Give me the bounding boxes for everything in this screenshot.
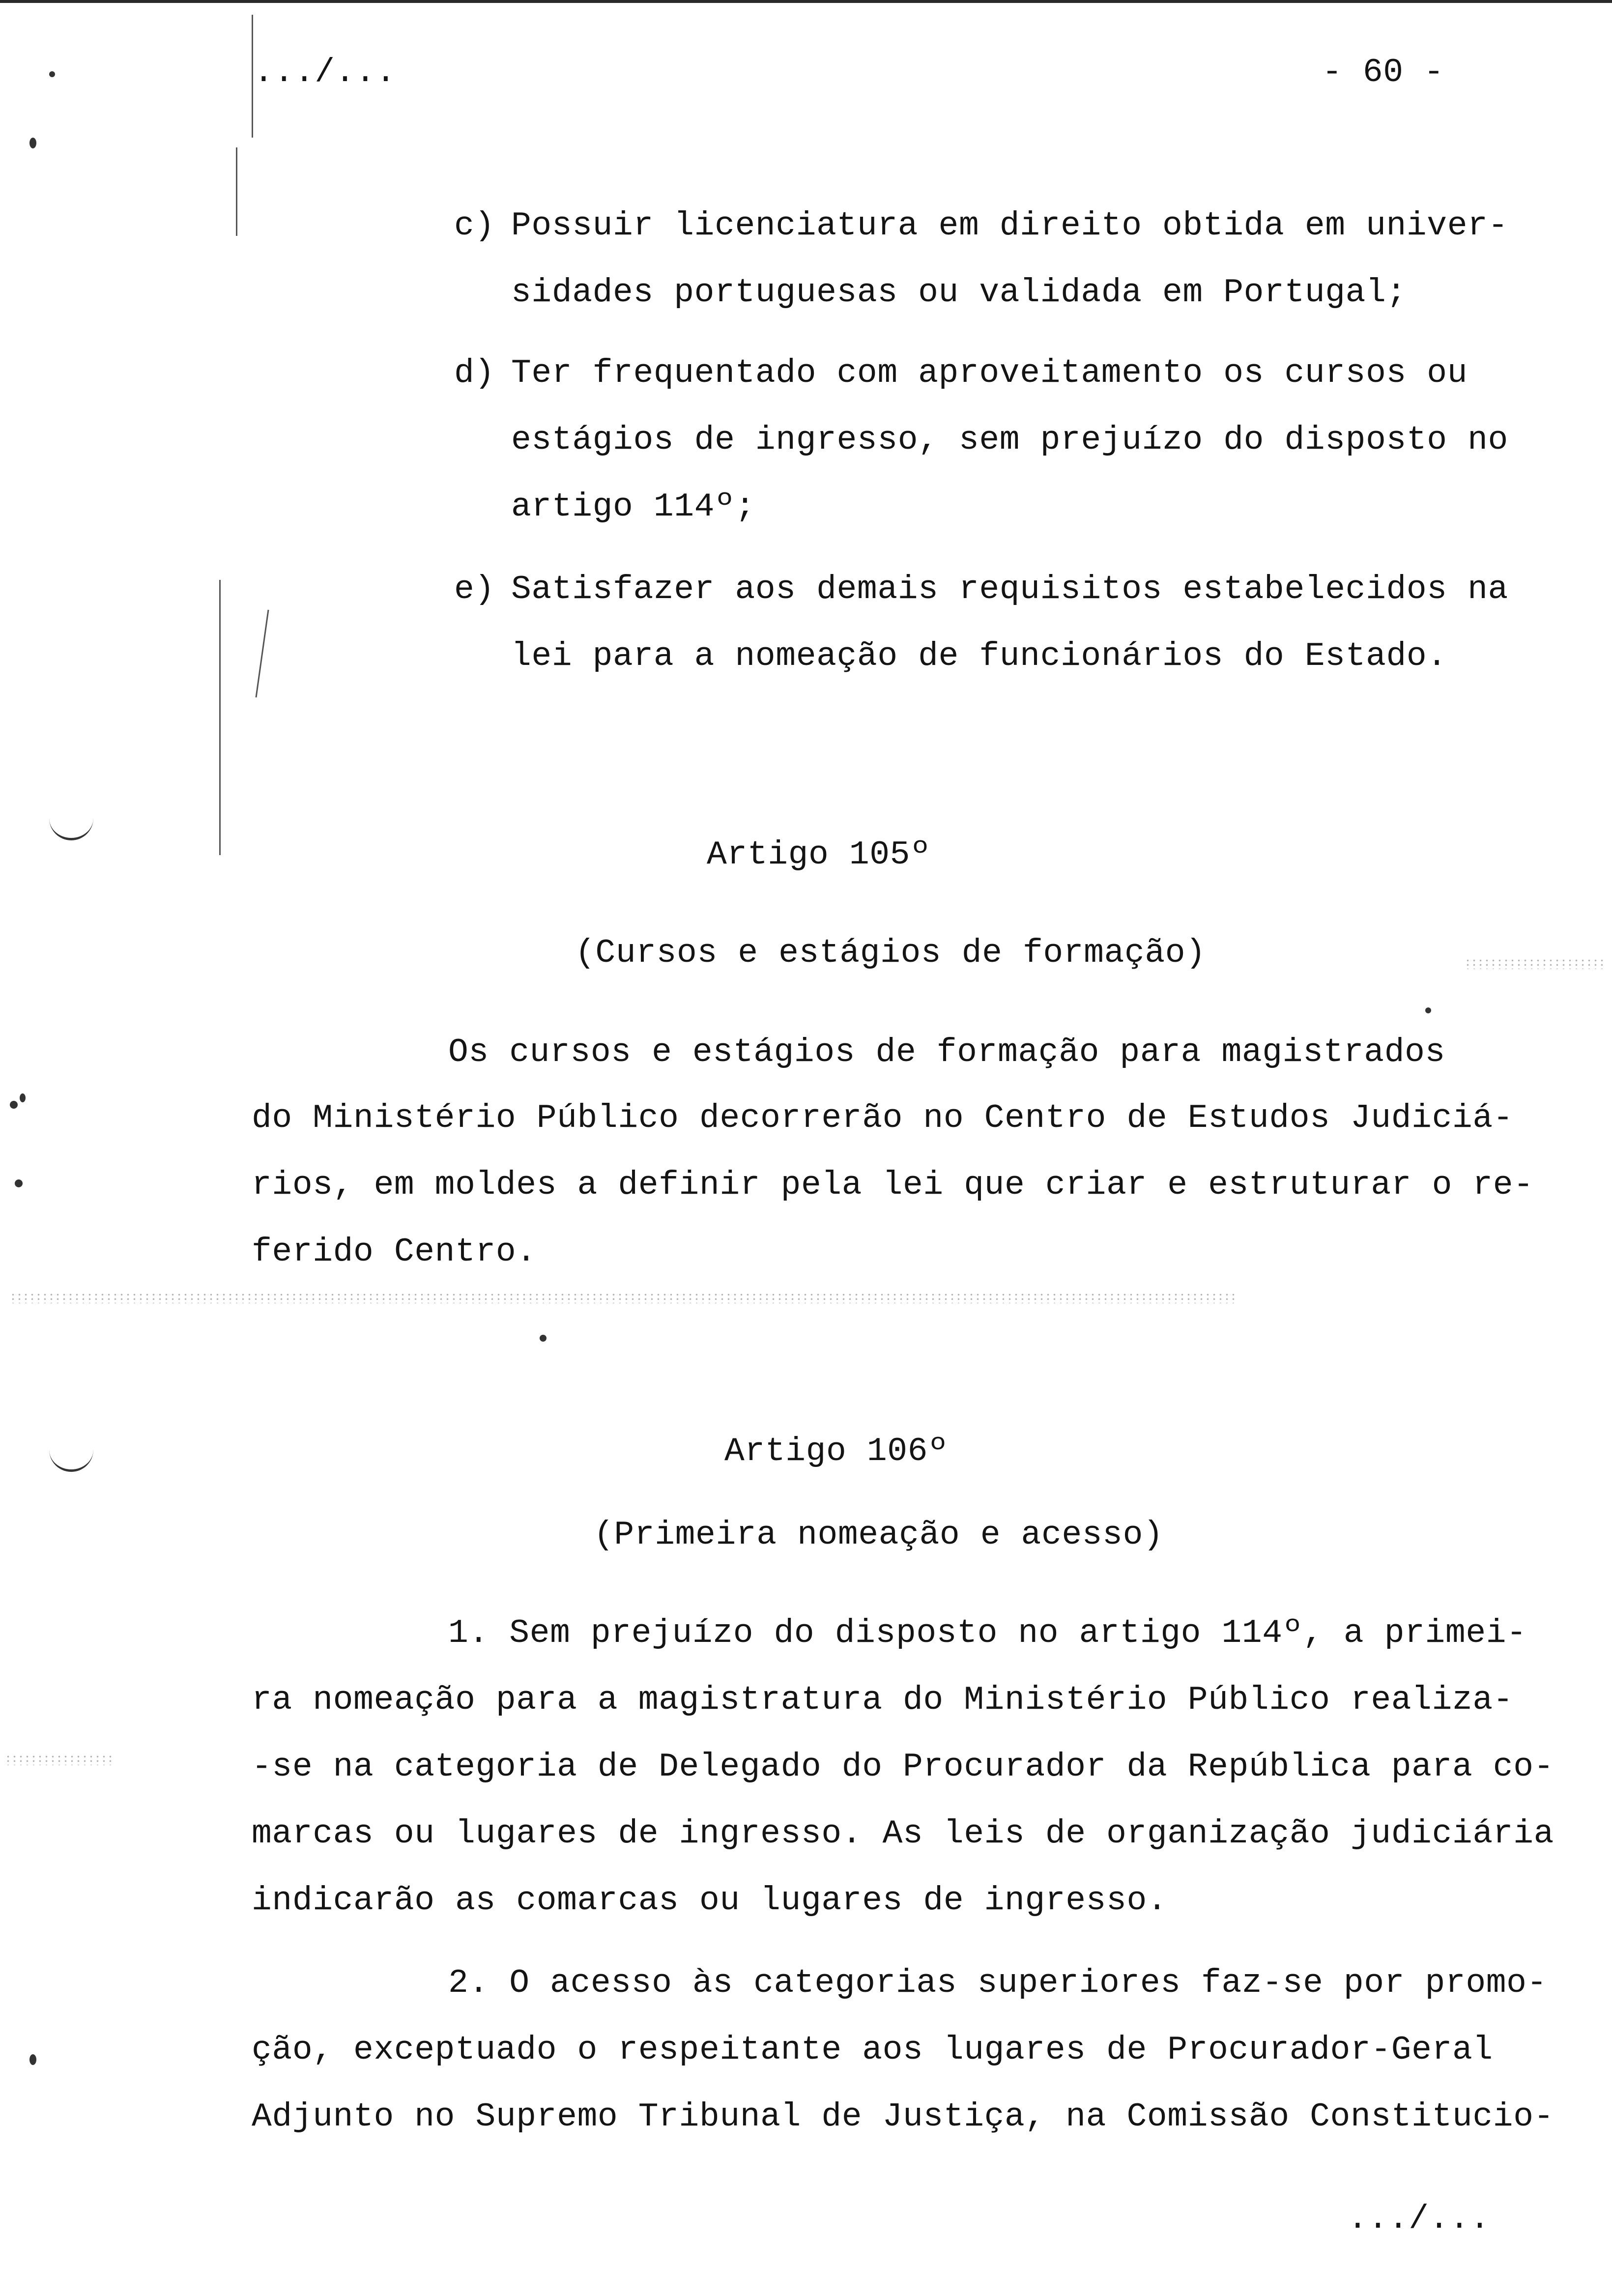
article-heading: Artigo 105º bbox=[707, 836, 931, 874]
scan-speck bbox=[49, 71, 55, 77]
scan-speck bbox=[1425, 1007, 1431, 1013]
scan-noise bbox=[5, 1754, 113, 1765]
scan-top-edge bbox=[0, 0, 1612, 3]
paragraph-line: indicarão as comarcas ou lugares de ingresso. bbox=[252, 1882, 1168, 1920]
paragraph-line: ra nomeação para a magistratura do Ministério Público realiza- bbox=[252, 1681, 1514, 1719]
paragraph-line: ção, exceptuado o respeitante aos lugares de Procurador-Geral bbox=[252, 2031, 1493, 2069]
margin-rule bbox=[252, 15, 253, 138]
paragraph-line: Adjunto no Supremo Tribunal de Justiça, na Comissão Constitucio- bbox=[252, 2098, 1554, 2136]
scan-speck bbox=[540, 1335, 547, 1342]
paragraph-line: -se na categoria de Delegado do Procurador da República para co- bbox=[252, 1748, 1554, 1786]
list-item-label: c) bbox=[454, 207, 495, 245]
paragraph-line: 2. O acesso às categorias superiores faz-se por promo- bbox=[448, 1964, 1547, 2002]
scan-speck bbox=[10, 1101, 18, 1109]
article-subheading: (Primeira nomeação e acesso) bbox=[594, 1516, 1164, 1554]
list-item-line: sidades portuguesas ou validada em Portugal; bbox=[511, 274, 1407, 312]
list-item-line: artigo 114º; bbox=[511, 488, 755, 526]
scan-noise bbox=[1465, 958, 1607, 969]
article-subheading: (Cursos e estágios de formação) bbox=[575, 934, 1206, 972]
list-item-label: d) bbox=[454, 354, 495, 392]
margin-rule bbox=[255, 610, 269, 698]
continuation-marker: .../... bbox=[254, 54, 396, 91]
list-item-line: estágios de ingresso, sem prejuízo do disposto no bbox=[511, 421, 1508, 459]
margin-rule bbox=[219, 580, 221, 855]
paragraph-line: ferido Centro. bbox=[252, 1233, 537, 1271]
paragraph-line: rios, em moldes a definir pela lei que criar e estruturar o re- bbox=[252, 1166, 1534, 1204]
list-item-label: e) bbox=[454, 571, 495, 608]
scan-speck bbox=[15, 1179, 23, 1187]
paragraph-line: Os cursos e estágios de formação para magistrados bbox=[448, 1033, 1445, 1071]
list-item-line: Possuir licenciatura em direito obtida em univer- bbox=[511, 207, 1508, 245]
continuation-marker: .../... bbox=[1348, 2200, 1490, 2238]
list-item-line: Ter frequentado com aproveitamento os cursos ou bbox=[511, 354, 1468, 392]
scan-speck bbox=[29, 2054, 36, 2065]
paragraph-line: marcas ou lugares de ingresso. As leis de organização judiciária bbox=[252, 1815, 1554, 1853]
punch-hole-mark bbox=[49, 816, 93, 840]
page-number: - 60 - bbox=[1322, 54, 1444, 91]
scan-speck bbox=[20, 1093, 26, 1102]
paragraph-line: do Ministério Público decorrerão no Centro de Estudos Judiciá- bbox=[252, 1099, 1514, 1137]
paragraph-line: 1. Sem prejuízo do disposto no artigo 114º, a primei- bbox=[448, 1614, 1527, 1652]
list-item-line: Satisfazer aos demais requisitos estabelecidos na bbox=[511, 571, 1508, 608]
list-item-line: lei para a nomeação de funcionários do Estado. bbox=[511, 637, 1447, 675]
article-heading: Artigo 106º bbox=[724, 1433, 949, 1470]
scan-speck bbox=[29, 138, 36, 148]
scan-noise bbox=[10, 1292, 1238, 1303]
punch-hole-mark bbox=[49, 1445, 93, 1472]
margin-rule bbox=[236, 147, 237, 236]
